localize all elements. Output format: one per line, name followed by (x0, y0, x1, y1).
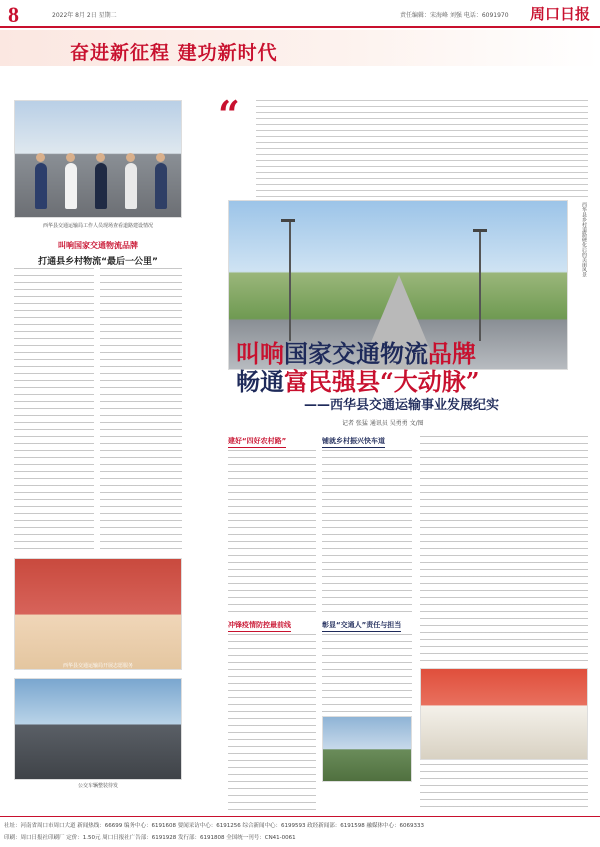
street-lamp (289, 221, 291, 341)
section-subheading: 彰显“交通人”责任与担当 (322, 620, 401, 632)
headline-part: 品牌 (428, 339, 476, 368)
photo-caption: 公交车辆整装待发 (77, 783, 118, 789)
person-head (126, 153, 135, 162)
headline-part: 畅通 (236, 367, 284, 396)
banner-title: 奋进新征程 建功新时代 (70, 42, 278, 64)
quote-mark: “ (218, 92, 240, 137)
side-caption: 西华县乡村道路硬化后的美丽风景 (581, 202, 587, 277)
body-text-column (322, 634, 412, 712)
person-figure (65, 163, 77, 209)
headline-part: 叫响 (236, 339, 284, 368)
footer-contact-line: 社址：河南省周口市周口大道 新闻热线：66699 编务中心：6191608 要闻采访中心：6191256 综合新闻中心：6199593 政经新闻部：6191598 融媒体中心：6069333 (4, 823, 424, 829)
person-head (66, 153, 75, 162)
photo-caption: 西华县交通运输局工作人员现场查看道路建设情况 (42, 223, 153, 229)
body-text-column (420, 764, 588, 812)
street-lamp (479, 231, 481, 341)
page-header (0, 0, 600, 28)
headline-part: 富民强县“大动脉” (284, 367, 480, 396)
editors-line: 责任编辑：宋海峰 刘强 电话：6091970 (400, 12, 509, 19)
section-heading: 冲锋疫情防控最前线 (228, 620, 291, 632)
body-text-column (14, 268, 94, 552)
date-line: 2022年 8月 2日 星期二 (52, 12, 117, 19)
body-text-column (100, 268, 182, 552)
footer-print-line: 印刷：周口日报社印刷厂 定价：1.50元 周口日报社广告部：6191928 发行部：6191808 全国统一刊号：CN41-0061 (4, 835, 296, 841)
person-figure (35, 163, 47, 209)
person-head (156, 153, 165, 162)
byline: 记者 张猛 通讯员 吴勇勇 文/图 (342, 420, 424, 427)
body-text-column (420, 436, 588, 662)
body-text-column (228, 634, 316, 812)
intro-paragraph (256, 100, 588, 198)
body-text-column (322, 450, 412, 616)
person-figure (155, 163, 167, 209)
body-text-column (228, 450, 316, 616)
photo-caption: 西华县交通运输局开展志愿服务 (62, 663, 133, 669)
photo-bus-station (322, 716, 412, 782)
photo-buses (14, 678, 182, 780)
person-head (96, 153, 105, 162)
section-subheading: 打通县乡村物流“最后一公里” (38, 257, 158, 267)
street-lamp-head (281, 219, 295, 222)
person-figure (125, 163, 137, 209)
photo-launch-ceremony (420, 668, 588, 760)
photo-officials-inspection (14, 100, 182, 218)
photo-volunteer-service (14, 558, 182, 670)
headline-part: 国家交通物流 (284, 339, 428, 368)
page-footer (0, 816, 600, 847)
section-subheading: 铺就乡村振兴快车道 (322, 436, 385, 448)
person-figure (95, 163, 107, 209)
page-number: 8 (8, 2, 19, 27)
masthead-logo: 周口日报 (529, 5, 590, 23)
street-lamp-head (473, 229, 487, 232)
headline-deck: ——西华县交通运输事业发展纪实 (304, 398, 500, 413)
section-heading: 建好“四好农村路” (228, 436, 286, 448)
section-heading: 叫响国家交通物流品牌 (58, 241, 138, 250)
main-headline-line-2 (236, 362, 480, 397)
person-head (36, 153, 45, 162)
